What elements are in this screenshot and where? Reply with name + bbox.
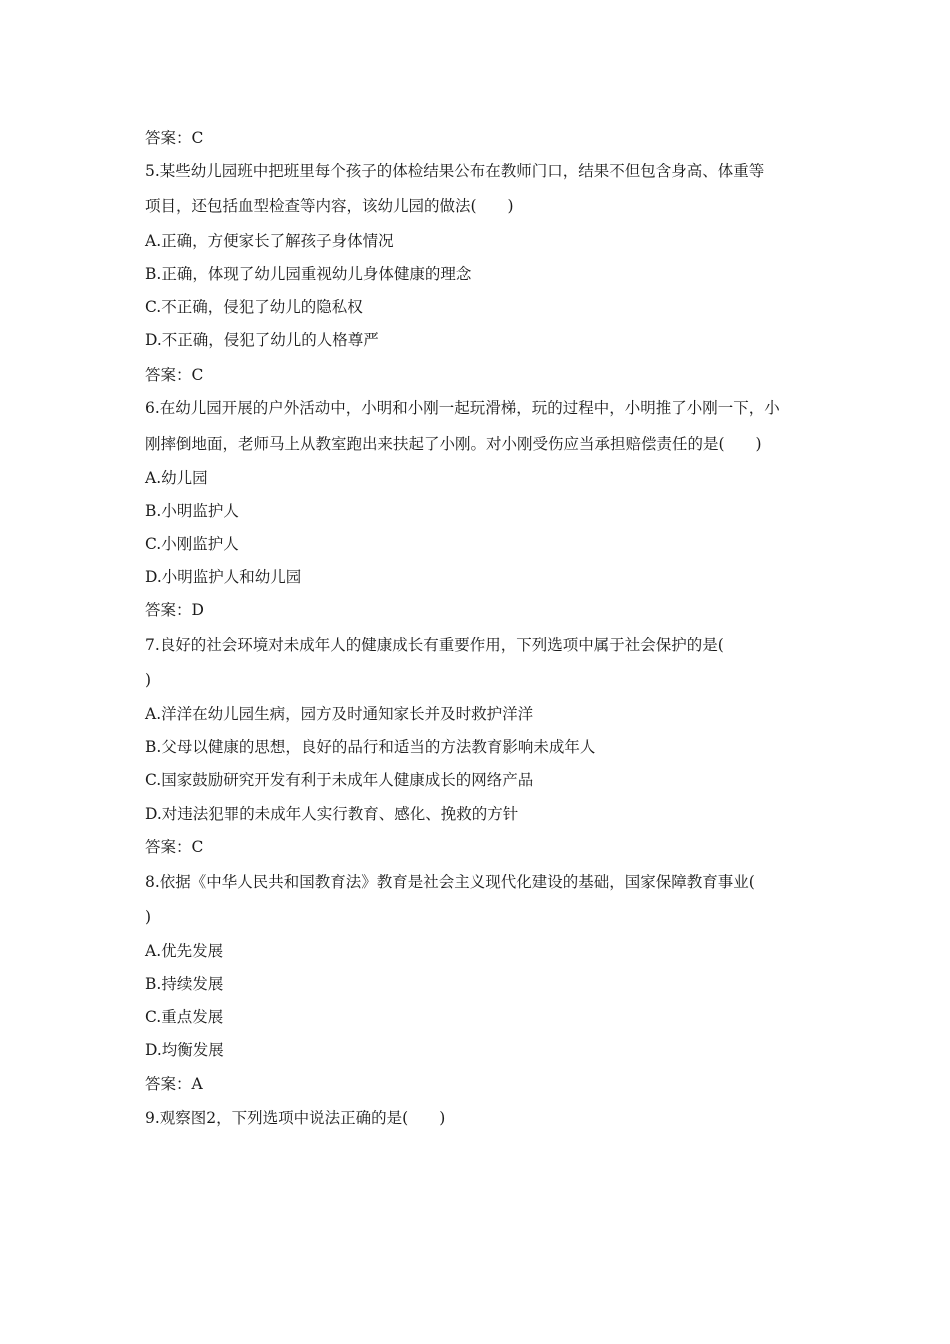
- option-line: D.对违法犯罪的未成年人实行教育、感化、挽救的方针: [145, 805, 519, 823]
- option-line: B.父母以健康的思想，良好的品行和适当的方法教育影响未成年人: [145, 738, 596, 756]
- option-line: A.优先发展: [145, 942, 224, 960]
- question-text: 9.观察图2，下列选项中说法正确的是( ): [145, 1109, 446, 1127]
- option-line: C.重点发展: [145, 1008, 224, 1026]
- option-line: A.洋洋在幼儿园生病，园方及时通知家长并及时救护洋洋: [145, 705, 534, 723]
- question-text: 项目，还包括血型检查等内容，该幼儿园的做法( ): [145, 197, 514, 215]
- answer-line: 答案：A: [145, 1075, 203, 1093]
- answer-line: 答案：C: [145, 838, 204, 856]
- question-text: 刚摔倒地面，老师马上从教室跑出来扶起了小刚。对小刚受伤应当承担赔偿责任的是( ): [145, 435, 762, 453]
- answer-line: 答案：C: [145, 129, 204, 147]
- answer-line: 答案：C: [145, 366, 204, 384]
- option-line: C.不正确，侵犯了幼儿的隐私权: [145, 298, 363, 316]
- question-text: 6.在幼儿园开展的户外活动中，小明和小刚一起玩滑梯，玩的过程中，小明推了小刚一下，小: [145, 399, 780, 417]
- option-line: D.不正确，侵犯了幼儿的人格尊严: [145, 331, 379, 349]
- question-text: ): [145, 908, 152, 926]
- question-text: ): [145, 671, 152, 689]
- option-line: B.正确，体现了幼儿园重视幼儿身体健康的理念: [145, 265, 472, 283]
- option-line: A.正确，方便家长了解孩子身体情况: [145, 232, 394, 250]
- question-text: 5.某些幼儿园班中把班里每个孩子的体检结果公布在教师门口，结果不但包含身高、体重等: [145, 162, 765, 180]
- option-line: A.幼儿园: [145, 469, 208, 487]
- option-line: D.小明监护人和幼儿园: [145, 568, 302, 586]
- option-line: D.均衡发展: [145, 1041, 224, 1059]
- option-line: B.持续发展: [145, 975, 224, 993]
- question-text: 8.依据《中华人民共和国教育法》教育是社会主义现代化建设的基础，国家保障教育事业(: [145, 873, 755, 891]
- option-line: C.小刚监护人: [145, 535, 239, 553]
- option-line: B.小明监护人: [145, 502, 239, 520]
- answer-line: 答案：D: [145, 601, 204, 619]
- question-text: 7.良好的社会环境对未成年人的健康成长有重要作用，下列选项中属于社会保护的是(: [145, 636, 724, 654]
- option-line: C.国家鼓励研究开发有利于未成年人健康成长的网络产品: [145, 771, 534, 789]
